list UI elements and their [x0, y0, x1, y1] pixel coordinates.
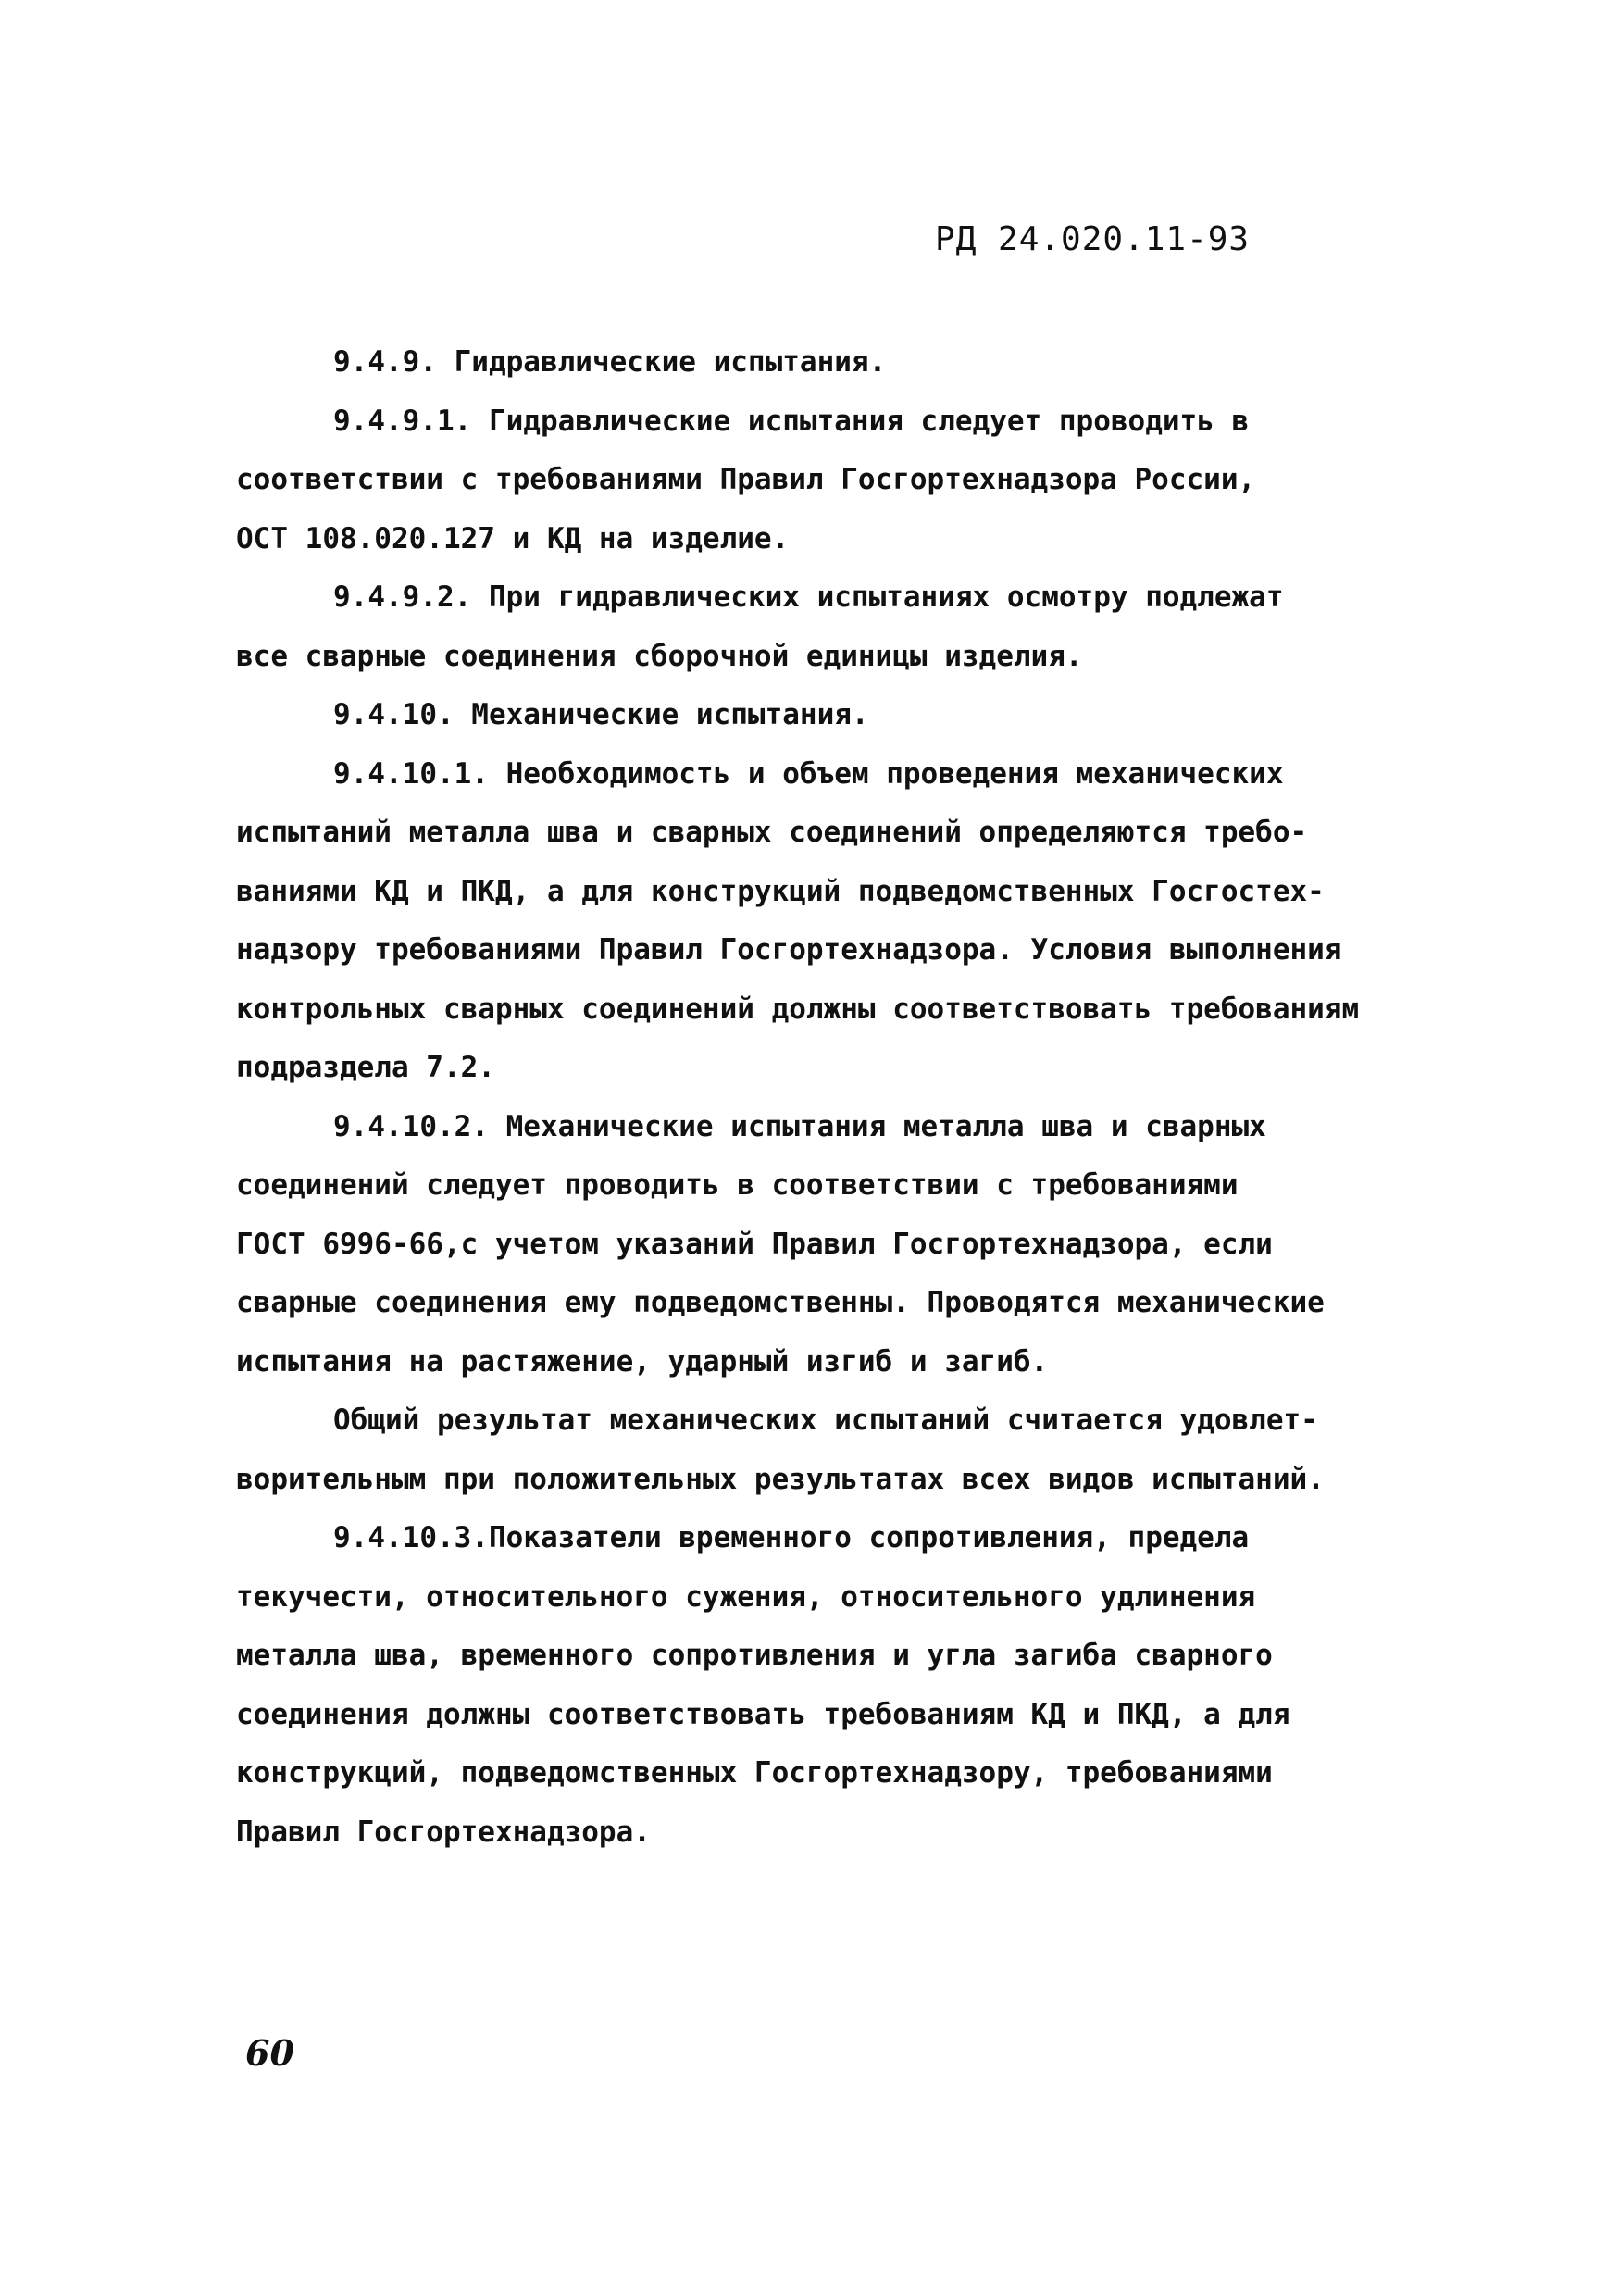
- paragraph-line: испытания на растяжение, ударный изгиб и загиб.: [236, 1344, 1049, 1379]
- paragraph-line: 9.4.10.1. Необходимость и объем проведения механических: [333, 756, 1284, 791]
- paragraph-line: подраздела 7.2.: [236, 1051, 495, 1084]
- section-heading-9-4-9: 9.4.9. Гидравлические испытания.: [333, 345, 887, 379]
- document-code: РД 24.020.11-93: [935, 220, 1251, 258]
- paragraph-line: текучести, относительного сужения, относительного удлинения: [236, 1579, 1256, 1614]
- paragraph-line: ворительным при положительных результатах всех видов испытаний.: [236, 1462, 1325, 1496]
- page-number: 60: [245, 2032, 294, 2074]
- paragraph-line: ГОСТ 6996-66,с учетом указаний Правил Госгортехнадзора, если: [236, 1227, 1273, 1261]
- paragraph-line: соединений следует проводить в соответствии с требованиями: [236, 1168, 1239, 1202]
- paragraph-line: контрольных сварных соединений должны соответствовать требованиям: [236, 992, 1360, 1026]
- paragraph-line: конструкций, подведомственных Госгортехнадзору, требованиями: [236, 1756, 1273, 1790]
- paragraph-line: Правил Госгортехнадзора.: [236, 1815, 651, 1849]
- paragraph-line: 9.4.10.2. Механические испытания металла шва и сварных: [333, 1109, 1266, 1143]
- paragraph-line: 9.4.9.2. При гидравлических испытаниях осмотру подлежат: [333, 580, 1284, 614]
- section-heading-9-4-10: 9.4.10. Механические испытания.: [333, 698, 869, 731]
- paragraph-line: соответствии с требованиями Правил Госгортехнадзора России,: [236, 463, 1256, 496]
- paragraph-line: все сварные соединения сборочной единицы изделия.: [236, 639, 1083, 673]
- paragraph-line: 9.4.10.3.Показатели временного сопротивления, предела: [333, 1521, 1250, 1554]
- paragraph-line: испытаний металла шва и сварных соединений определяются требо-: [236, 816, 1308, 849]
- document-body: [236, 333, 1430, 1862]
- paragraph-line: соединения должны соответствовать требованиям КД и ПКД, а для: [236, 1697, 1290, 1731]
- paragraph-line: надзору требованиями Правил Госгортехнадзора. Условия выполнения: [236, 933, 1342, 967]
- paragraph-line: ОСТ 108.020.127 и КД на изделие.: [236, 521, 790, 555]
- paragraph-line: металла шва, временного сопротивления и угла загиба сварного: [236, 1639, 1273, 1672]
- paragraph-line: 9.4.9.1. Гидравлические испытания следует проводить в: [333, 404, 1250, 438]
- paragraph-line: Общий результат механических испытаний считается удовлет-: [333, 1404, 1318, 1437]
- paragraph-line: сварные соединения ему подведомственны. Проводятся механические: [236, 1286, 1325, 1319]
- paragraph-line: ваниями КД и ПКД, а для конструкций подведомственных Госгостех-: [236, 874, 1325, 908]
